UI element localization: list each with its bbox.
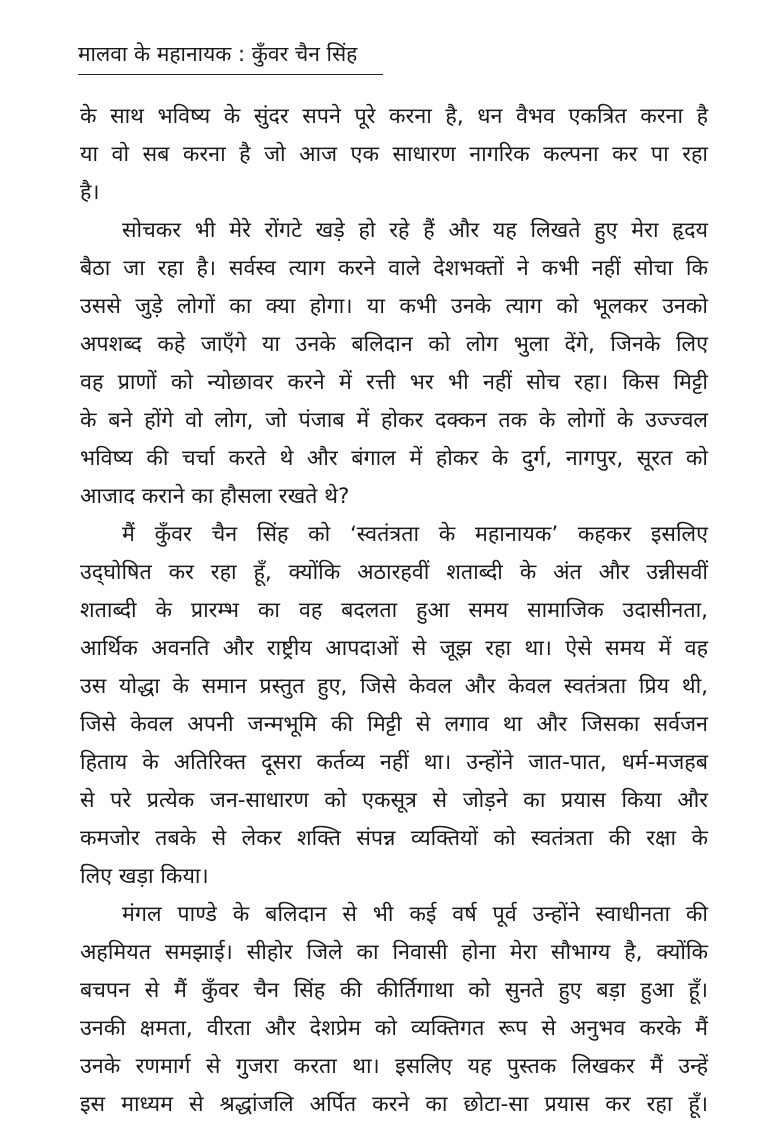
text-line: लिए खड़ा किया।: [80, 864, 209, 889]
text-line: के बने होंगे वो लोग, जो पंजाब में होकर दक्कन तक के लोगों के उज्ज्वल: [80, 408, 708, 433]
paragraph-1: [80, 98, 708, 212]
text-line: के साथ भविष्य के सुंदर सपने पूरे करना है, धन वैभव एकत्रित करना है: [80, 104, 708, 129]
text-line: उद्‌घोषित कर रहा हूँ, क्योंकि अठारहवीं शताब्दी के अंत और उन्नीसवीं: [80, 560, 708, 585]
text-line: अहमियत समझाई। सीहोर जिले का निवासी होना मेरा सौभाग्य है, क्योंकि: [80, 940, 708, 965]
text-line: आजाद कराने का हौसला रखते थे?: [80, 484, 350, 509]
paragraph-2: [80, 212, 708, 516]
text-line: बचपन से मैं कुँवर चैन सिंह की कीर्तिगाथा को सुनते हुए बड़ा हुआ हूँ।: [80, 978, 708, 1003]
body-text: [80, 98, 708, 1124]
text-line: आर्थिक अवनति और राष्ट्रीय आपदाओं से जूझ रहा था। ऐसे समय में वह: [80, 636, 708, 661]
text-line: उनकी क्षमता, वीरता और देशप्रेम को व्यक्तिगत रूप से अनुभव करके मैं: [80, 1016, 708, 1041]
text-line: उससे जुड़े लोगों का क्या होगा। या कभी उनके त्याग को भूलकर उनको: [80, 294, 708, 319]
text-line: हिताय के अतिरिक्त दूसरा कर्तव्य नहीं था। उन्होंने जात-पात, धर्म-मजहब: [80, 750, 708, 775]
text-line: बैठा जा रहा है। सर्वस्व त्याग करने वाले देशभक्तों ने कभी नहीं सोचा कि: [80, 256, 708, 281]
text-line: या वो सब करना है जो आज एक साधारण नागरिक कल्पना कर पा रहा: [80, 142, 708, 167]
text-line: वह प्राणों को न्योछावर करने में रत्ती भर भी नहीं सोच रहा। किस मिट्टी: [80, 370, 708, 395]
text-line: उस योद्धा के समान प्रस्तुत हुए, जिसे केवल और केवल स्वतंत्रता प्रिय थी,: [80, 674, 708, 699]
paragraph-4: [80, 896, 708, 1124]
text-line: जिसे केवल अपनी जन्मभूमि की मिट्टी से लगाव था और जिसका सर्वजन: [80, 712, 708, 737]
text-line: भविष्य की चर्चा करते थे और बंगाल में होकर के दुर्ग, नागपुर, सूरत को: [80, 446, 708, 471]
text-line: है।: [80, 180, 100, 205]
text-line: कमजोर तबके से लेकर शक्ति संपन्न व्यक्तियों को स्वतंत्रता की रक्षा के: [80, 826, 708, 851]
text-line: शताब्दी के प्रारम्भ का वह बदलता हुआ समय सामाजिक उदासीनता,: [80, 598, 708, 623]
text-line: इस माध्यम से श्रद्धांजलि अर्पित करने का छोटा-सा प्रयास कर रहा हूँ।: [80, 1092, 708, 1117]
text-line: सोचकर भी मेरे रोंगटे खड़े हो रहे हैं और यह लिखते हुए मेरा हृदय: [122, 218, 708, 243]
text-line: से परे प्रत्येक जन-साधारण को एकसूत्र से जोड़ने का प्रयास किया और: [80, 788, 708, 813]
text-line: उनके रणमार्ग से गुजरा करता था। इसलिए यह पुस्तक लिखकर मैं उन्हें: [80, 1054, 708, 1079]
running-header: मालवा के महानायक : कुँवर चैन सिंह: [78, 40, 383, 75]
text-line: मंगल पाण्डे के बलिदान से भी कई वर्ष पूर्व उन्होंने स्वाधीनता की: [122, 902, 708, 927]
text-line: मैं कुँवर चैन सिंह को ‘स्वतंत्रता के महानायक’ कहकर इसलिए: [122, 522, 708, 547]
paragraph-3: [80, 516, 708, 896]
text-line: अपशब्द कहे जाएँगे या उनके बलिदान को लोग भुला देंगे, जिनके लिए: [80, 332, 708, 357]
